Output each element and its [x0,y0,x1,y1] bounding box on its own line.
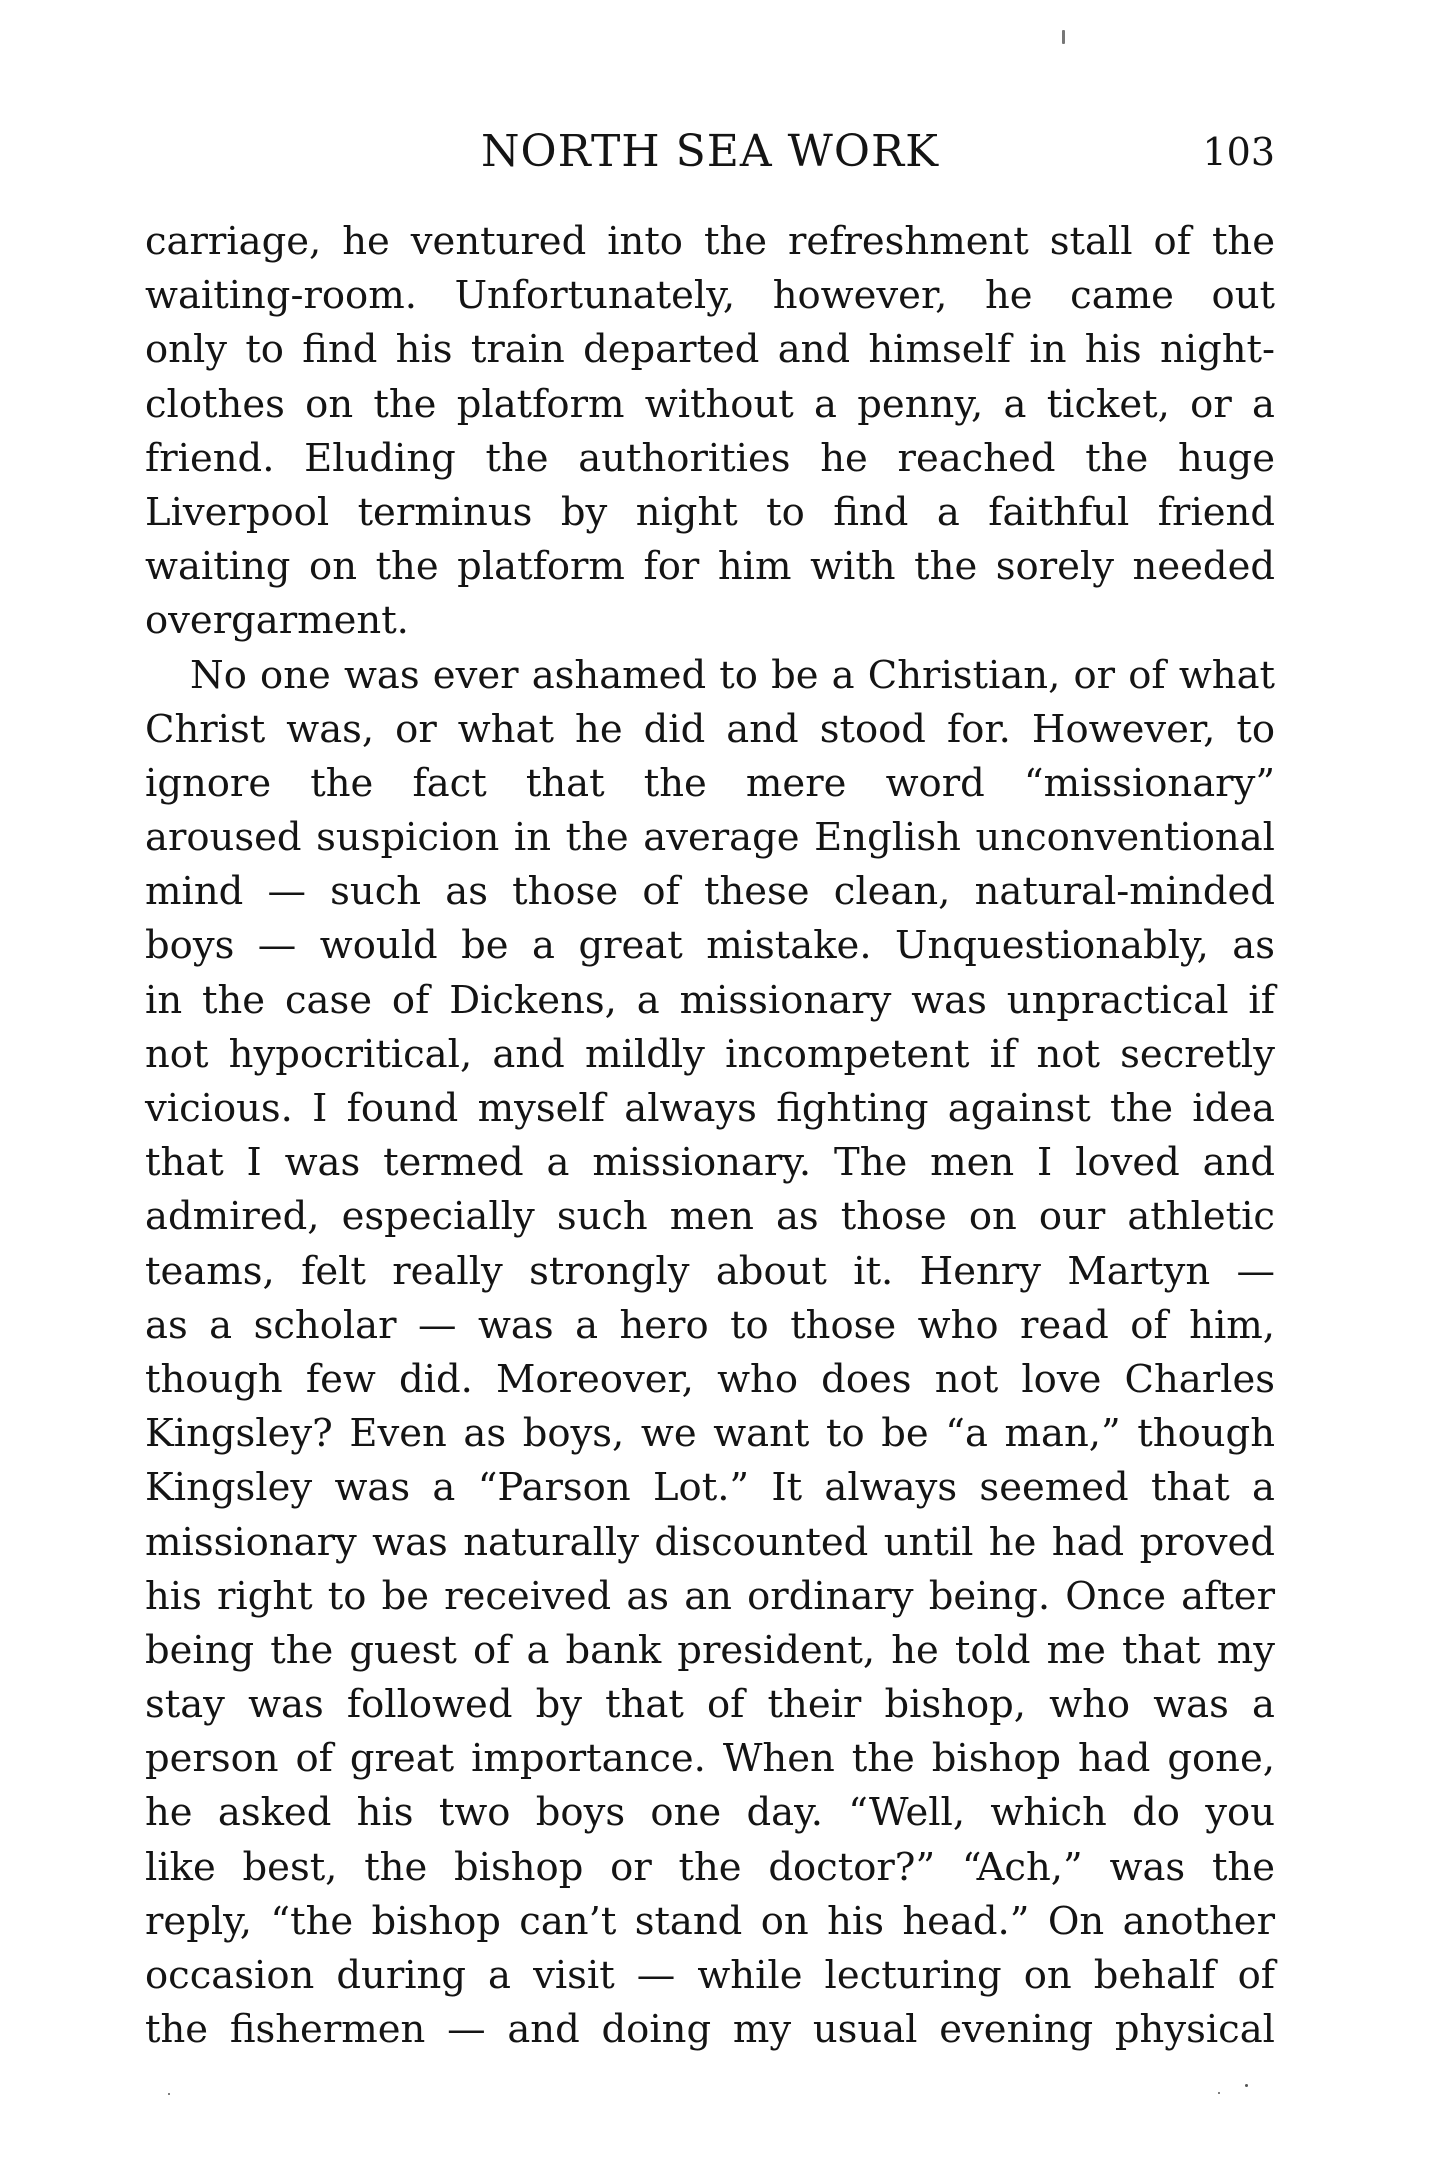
scan-speck [1245,2084,1248,2087]
text-line: missionary was naturally discounted until he had proved [145,1519,1275,1565]
text-line: occasion during a visit — while lecturing on behalf of [145,1953,1275,1998]
text-line: that I was termed a missionary. The men I loved and [145,1140,1275,1186]
text-line: clothes on the platform without a penny, a ticket, or a [145,381,1275,427]
text-line: vicious. I found myself always fighting against the idea [145,1086,1275,1131]
text-line: Liverpool terminus by night to find a faithful friend [145,489,1275,535]
text-line: being the guest of a bank president, he told me that my [145,1627,1275,1673]
text-line: Kingsley was a “Parson Lot.” It always seemed that a [145,1465,1275,1511]
running-title: NORTH SEA WORK [481,126,939,177]
text-line: No one was ever ashamed to be a Christian, or of what [190,652,1275,698]
text-line: he asked his two boys one day. “Well, which do you [145,1790,1275,1836]
text-line: mind — such as those of these clean, natural-minded [145,869,1275,915]
text-line: Kingsley? Even as boys, we want to be “a man,” though [145,1411,1275,1457]
text-line: stay was followed by that of their bishop, who was a [145,1682,1275,1728]
scan-speck [168,2093,170,2095]
text-line: waiting on the platform for him with the sorely needed [145,544,1275,590]
text-line: only to find his train departed and himself in his night- [145,327,1275,373]
text-line: overgarment. [145,598,409,644]
text-line: boys — would be a great mistake. Unquestionably, as [145,923,1275,969]
text-line: the fishermen — and doing my usual evening physical [145,2007,1275,2053]
text-line: like best, the bishop or the doctor?” “Ach,” was the [145,1844,1275,1890]
text-line: friend. Eluding the authorities he reached the huge [145,435,1275,481]
text-line: his right to be received as an ordinary being. Once after [145,1573,1275,1619]
text-line: waiting-room. Unfortunately, however, he came out [145,273,1275,319]
text-line: carriage, he ventured into the refreshment stall of the [145,219,1275,264]
page-number: 103 [1202,130,1275,174]
text-line: admired, especially such men as those on our athletic [145,1194,1275,1240]
text-line: not hypocritical, and mildly incompetent if not secretly [145,1031,1275,1077]
text-line: reply, “the bishop can’t stand on his head.” On another [145,1898,1275,1944]
scan-speck [1218,2092,1220,2094]
scan-speck [1062,30,1065,44]
body-text [145,215,1275,2057]
text-line: though few did. Moreover, who does not love Charles [145,1356,1275,1402]
text-line: person of great importance. When the bishop had gone, [145,1736,1275,1782]
text-line: in the case of Dickens, a missionary was unpractical if [145,977,1275,1023]
text-line: as a scholar — was a hero to those who read of him, [145,1302,1275,1348]
text-line: Christ was, or what he did and stood for. However, to [145,706,1275,752]
text-line: teams, felt really strongly about it. Henry Martyn — [145,1248,1275,1294]
text-line: aroused suspicion in the average English unconventional [145,815,1275,861]
running-head [145,122,1275,182]
text-line: ignore the fact that the mere word “missionary” [145,760,1275,806]
